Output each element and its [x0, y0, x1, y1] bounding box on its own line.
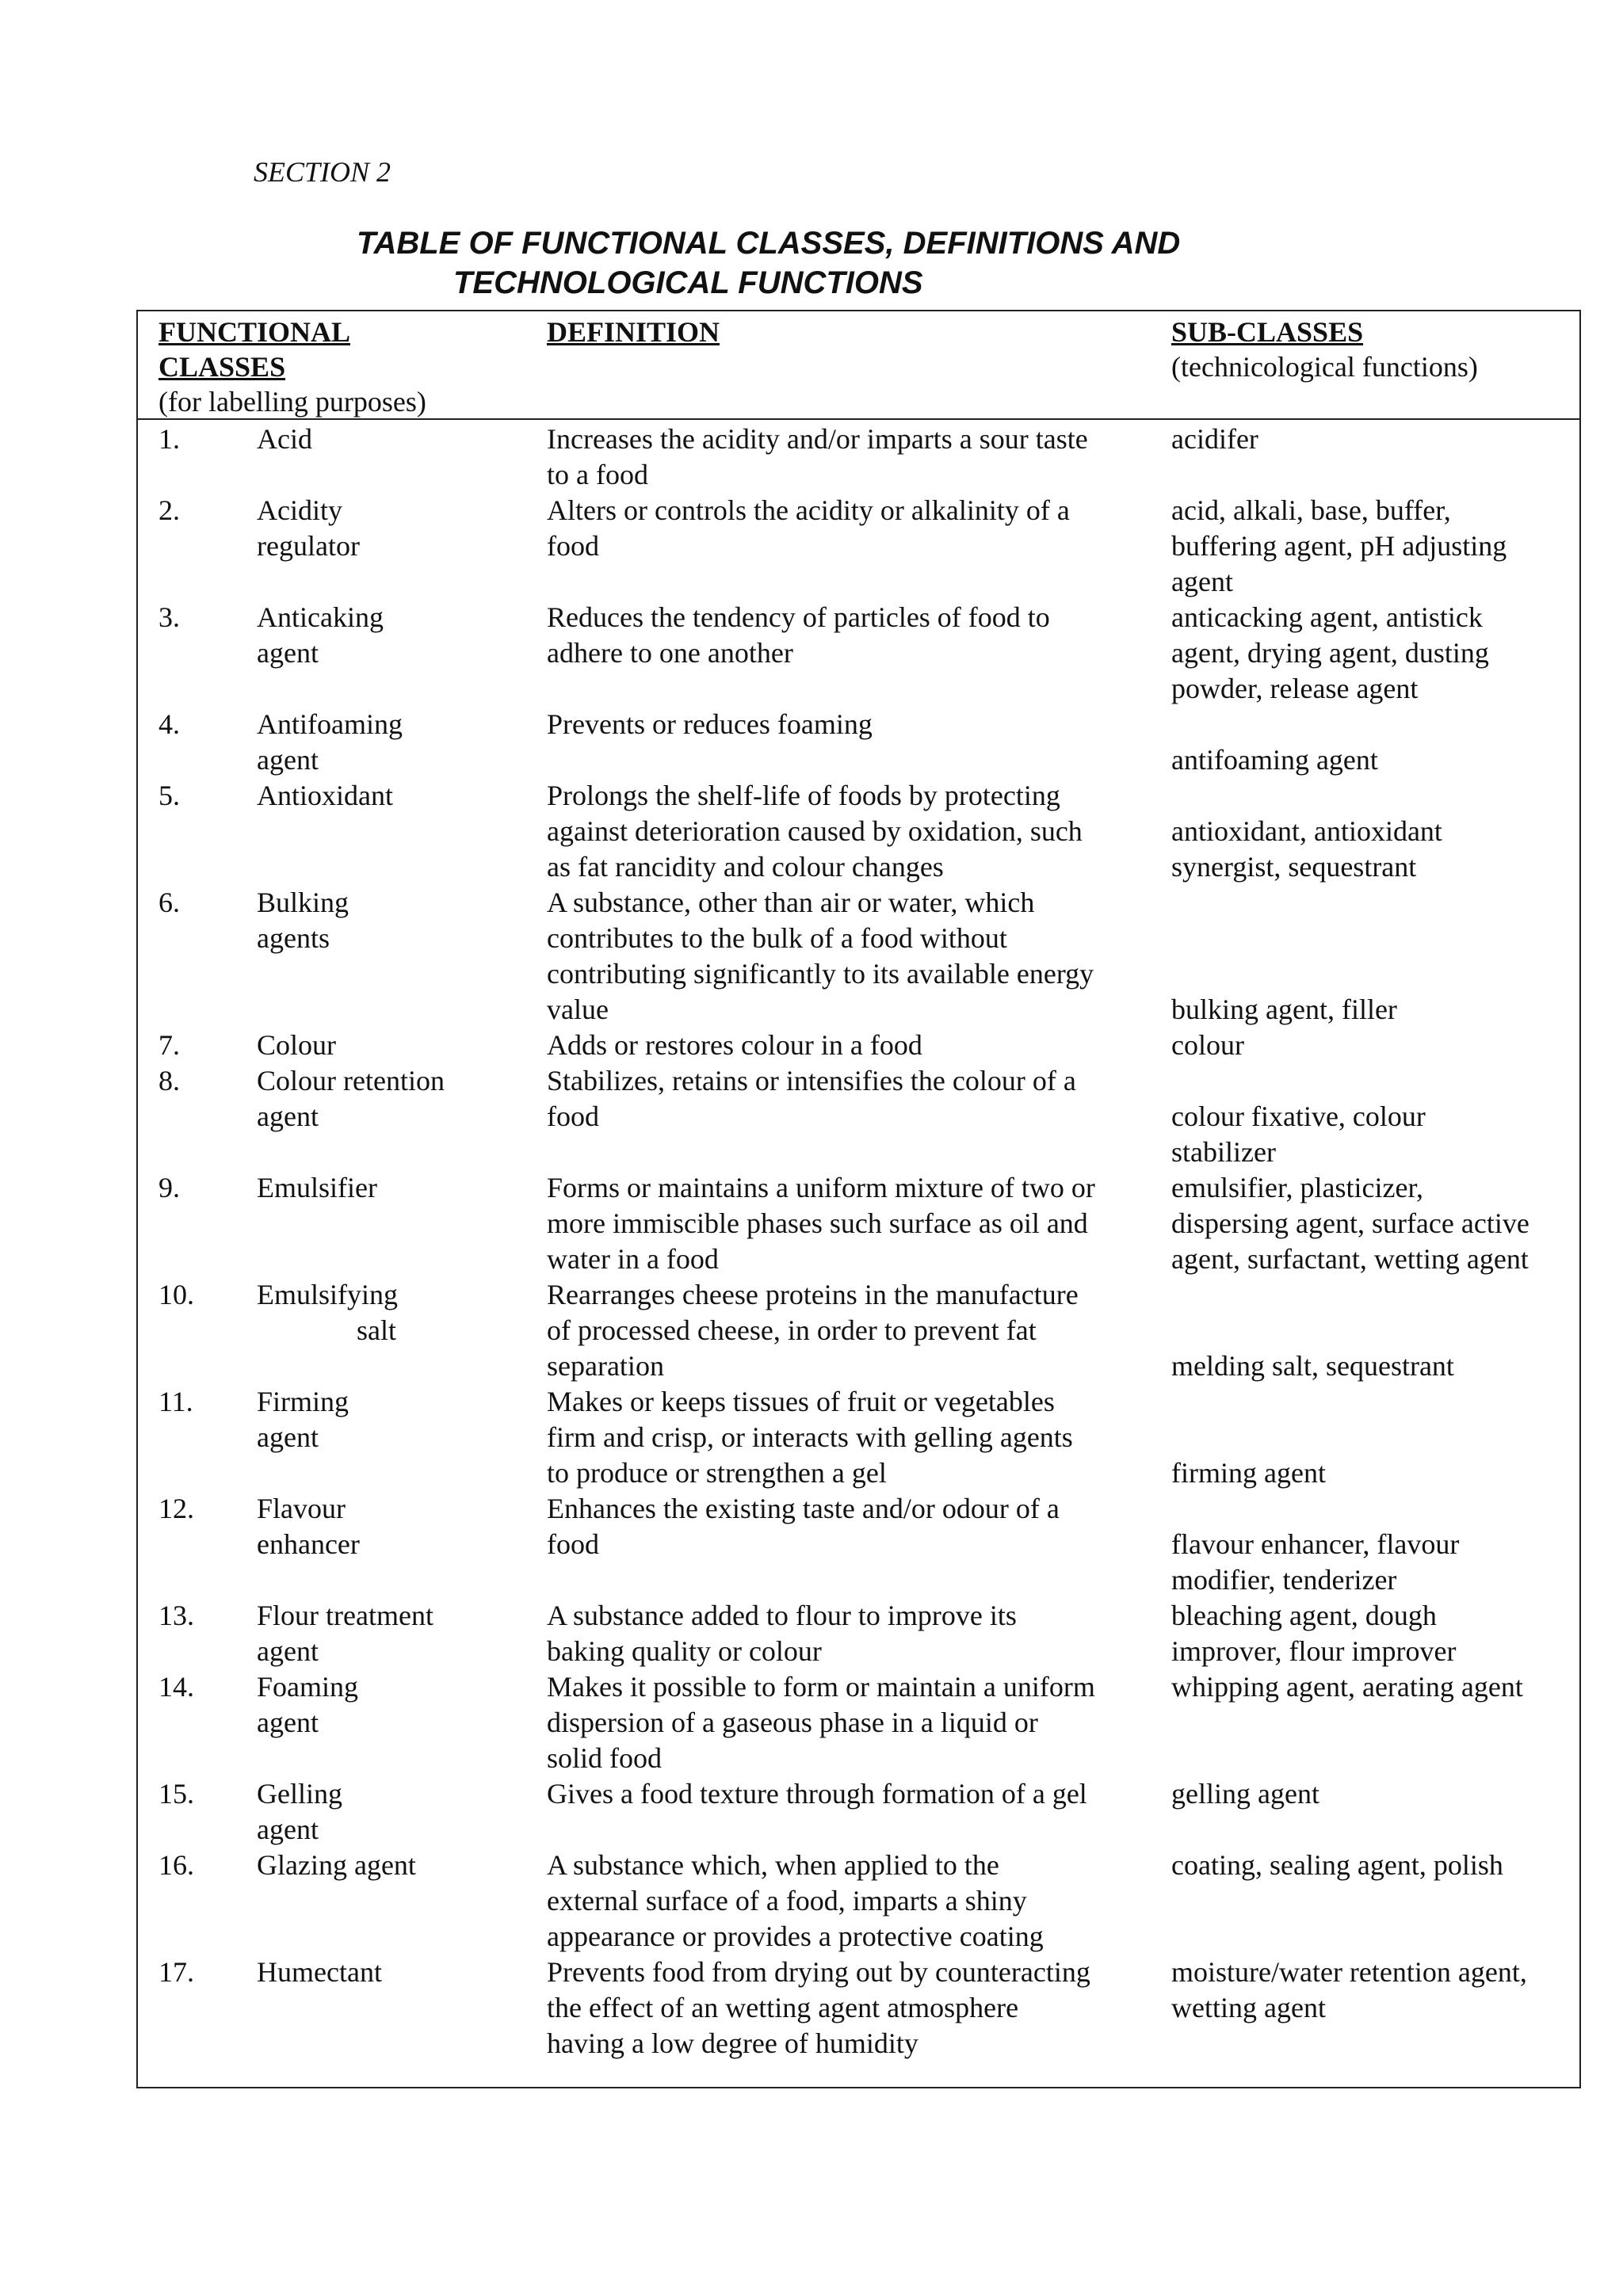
sub-classes-line: acid, alkali, base, buffer,: [1171, 494, 1451, 526]
section-label: SECTION 2: [254, 156, 391, 188]
row-number: 1.: [158, 423, 180, 455]
page-title-line-1: TABLE OF FUNCTIONAL CLASSES, DEFINITIONS AND: [357, 226, 1181, 261]
sub-classes-line: [1171, 1063, 1575, 1099]
header-col1-line2: CLASSES: [158, 351, 286, 383]
sub-classes-cell: [1171, 885, 1575, 1028]
sub-classes-line: [1171, 956, 1575, 992]
definition-line: Gives a food texture through formation of a gel: [547, 1778, 1087, 1810]
sub-classes-line: powder, release agent: [1171, 673, 1419, 704]
row-number: 17.: [158, 1956, 194, 1988]
definition-line: external surface of a food, imparts a shiny: [547, 1885, 1027, 1917]
definition-line: of processed cheese, in order to prevent fat: [547, 1314, 1037, 1346]
definition-cell: [547, 1848, 1149, 1955]
functional-class-cell: [257, 493, 518, 564]
sub-classes-line: [1171, 1491, 1575, 1527]
row-number: 2.: [158, 494, 180, 526]
definition-line: as fat rancidity and colour changes: [547, 851, 944, 883]
row-number: 8.: [158, 1065, 180, 1097]
row-number: 7.: [158, 1029, 180, 1061]
definition-line: appearance or provides a protective coating: [547, 1920, 1044, 1952]
row-number: 9.: [158, 1172, 180, 1203]
definition-line: value: [547, 994, 609, 1025]
functional-class-line: agent: [257, 1635, 319, 1667]
definition-line: contributing significantly to its available energy: [547, 958, 1094, 990]
sub-classes-cell: [1171, 1491, 1575, 1598]
functional-class-line: Colour retention: [257, 1065, 445, 1097]
definition-line: Rearranges cheese proteins in the manufacture: [547, 1279, 1079, 1310]
definition-line: separation: [547, 1350, 664, 1382]
definition-line: Increases the acidity and/or imparts a sour taste: [547, 423, 1088, 455]
definition-line: Forms or maintains a uniform mixture of two or: [547, 1172, 1095, 1203]
functional-class-cell: [257, 1063, 518, 1135]
row-number: 12.: [158, 1493, 194, 1524]
definition-line: Prevents food from drying out by counteracting: [547, 1956, 1090, 1988]
definition-line: firm and crisp, or interacts with gelling agents: [547, 1421, 1073, 1453]
functional-class-line: agent: [257, 1814, 319, 1845]
definition-line: to produce or strengthen a gel: [547, 1457, 887, 1489]
sub-classes-cell: [1171, 1170, 1575, 1277]
functional-class-line: agent: [257, 744, 319, 776]
sub-classes-line: colour: [1171, 1029, 1244, 1061]
row-number: 5.: [158, 780, 180, 811]
definition-cell: [547, 1170, 1149, 1277]
functional-class-line: enhancer: [257, 1528, 360, 1560]
functional-class-cell: [257, 1598, 518, 1669]
sub-classes-line: [1171, 1384, 1575, 1420]
definition-line: water in a food: [547, 1243, 719, 1275]
sub-classes-line: [1171, 1277, 1575, 1313]
sub-classes-line: stabilizer: [1171, 1136, 1276, 1168]
sub-classes-line: buffering agent, pH adjusting: [1171, 530, 1507, 562]
functional-class-line: Antioxidant: [257, 780, 393, 811]
definition-line: more immiscible phases such surface as oil and: [547, 1207, 1088, 1239]
sub-classes-line: antioxidant, antioxidant: [1171, 815, 1442, 847]
functional-class-line: Humectant: [257, 1956, 382, 1988]
definition-line: Adds or restores colour in a food: [547, 1029, 922, 1061]
sub-classes-cell: [1171, 1955, 1575, 2026]
sub-classes-line: whipping agent, aerating agent: [1171, 1671, 1523, 1703]
sub-classes-cell: [1171, 1848, 1575, 1883]
definition-cell: [547, 493, 1149, 564]
sub-classes-line: modifier, tenderizer: [1171, 1564, 1397, 1596]
sub-classes-line: firming agent: [1171, 1457, 1326, 1489]
definition-line: Enhances the existing taste and/or odour of a: [547, 1493, 1060, 1524]
row-number: 13.: [158, 1600, 194, 1631]
definition-line: Makes or keeps tissues of fruit or vegetables: [547, 1386, 1055, 1417]
row-number: 4.: [158, 708, 180, 740]
sub-classes-cell: [1171, 778, 1575, 885]
functional-class-cell: [257, 1955, 518, 1990]
functional-class-cell: [257, 600, 518, 671]
sub-classes-line: [1171, 885, 1575, 921]
definition-line: Reduces the tendency of particles of food to: [547, 601, 1050, 633]
sub-classes-line: agent, drying agent, dusting: [1171, 637, 1489, 669]
definition-cell: [547, 1776, 1149, 1812]
functional-class-line: agent: [257, 637, 319, 669]
functional-class-line: agent: [257, 1707, 319, 1738]
sub-classes-cell: [1171, 493, 1575, 600]
sub-classes-line: colour fixative, colour: [1171, 1100, 1426, 1132]
sub-classes-line: improver, flour improver: [1171, 1635, 1457, 1667]
row-number: 3.: [158, 601, 180, 633]
functional-class-line: regulator: [257, 530, 360, 562]
header-sub-classes: [1171, 315, 1478, 384]
definition-line: baking quality or colour: [547, 1635, 822, 1667]
sub-classes-line: [1171, 778, 1575, 814]
definition-line: to a food: [547, 459, 648, 490]
functional-classes-table: [136, 310, 1581, 2088]
functional-class-cell: [257, 1384, 518, 1455]
row-number: 14.: [158, 1671, 194, 1703]
row-number: 15.: [158, 1778, 194, 1810]
definition-line: adhere to one another: [547, 637, 793, 669]
row-number: 16.: [158, 1849, 194, 1881]
definition-line: Stabilizes, retains or intensifies the colour of a: [547, 1065, 1076, 1097]
sub-classes-line: [1171, 707, 1575, 742]
functional-class-cell: [257, 1776, 518, 1848]
functional-class-cell: [257, 1277, 518, 1348]
functional-class-cell: [257, 778, 518, 814]
sub-classes-cell: [1171, 1669, 1575, 1705]
definition-line: food: [547, 530, 599, 562]
header-definition: [547, 315, 720, 349]
sub-classes-line: [1171, 921, 1575, 956]
sub-classes-line: [1171, 1313, 1575, 1348]
sub-classes-line: dispersing agent, surface active: [1171, 1207, 1529, 1239]
functional-class-line: Glazing agent: [257, 1849, 416, 1881]
definition-cell: [547, 1277, 1149, 1384]
functional-class-cell: [257, 1028, 518, 1063]
functional-class-line: Anticaking: [257, 601, 384, 633]
definition-line: Prevents or reduces foaming: [547, 708, 873, 740]
functional-class-line: agent: [257, 1421, 319, 1453]
definition-line: Alters or controls the acidity or alkalinity of a: [547, 494, 1070, 526]
definition-cell: [547, 707, 1149, 742]
header-col1-line1: FUNCTIONAL: [158, 316, 351, 348]
definition-cell: [547, 1028, 1149, 1063]
sub-classes-line: bleaching agent, dough: [1171, 1600, 1437, 1631]
sub-classes-line: moisture/water retention agent,: [1171, 1956, 1527, 1988]
header-col3-note: (technicological functions): [1171, 351, 1478, 383]
functional-class-cell: [257, 1669, 518, 1741]
sub-classes-line: anticacking agent, antistick: [1171, 601, 1483, 633]
sub-classes-line: gelling agent: [1171, 1778, 1319, 1810]
functional-class-line: Foaming: [257, 1671, 359, 1703]
row-number: 6.: [158, 887, 180, 918]
definition-line: food: [547, 1528, 599, 1560]
sub-classes-cell: [1171, 1028, 1575, 1063]
functional-class-cell: [257, 707, 518, 778]
table-header: [138, 311, 1579, 420]
sub-classes-cell: [1171, 600, 1575, 707]
definition-cell: [547, 1063, 1149, 1135]
definition-line: solid food: [547, 1742, 663, 1774]
functional-class-line: Colour: [257, 1029, 337, 1061]
functional-class-line: Emulsifying: [257, 1279, 398, 1310]
functional-class-line: Gelling: [257, 1778, 342, 1810]
definition-line: against deterioration caused by oxidation, such: [547, 815, 1083, 847]
functional-class-line: salt: [357, 1314, 396, 1346]
functional-class-line: Flour treatment: [257, 1600, 433, 1631]
sub-classes-line: wetting agent: [1171, 1992, 1326, 2023]
definition-cell: [547, 885, 1149, 1028]
sub-classes-line: agent: [1171, 566, 1233, 597]
functional-class-line: Acidity: [257, 494, 342, 526]
functional-class-line: Flavour: [257, 1493, 346, 1524]
header-col3: SUB-CLASSES: [1171, 316, 1364, 348]
functional-class-line: Firming: [257, 1386, 349, 1417]
sub-classes-cell: [1171, 1776, 1575, 1812]
row-number: 11.: [158, 1386, 193, 1417]
sub-classes-line: antifoaming agent: [1171, 744, 1378, 776]
functional-class-cell: [257, 1491, 518, 1562]
sub-classes-cell: [1171, 1277, 1575, 1384]
definition-line: contributes to the bulk of a food without: [547, 922, 1007, 954]
functional-class-line: agents: [257, 922, 330, 954]
sub-classes-line: flavour enhancer, flavour: [1171, 1528, 1460, 1560]
definition-cell: [547, 1955, 1149, 2061]
sub-classes-cell: [1171, 707, 1575, 778]
functional-class-line: agent: [257, 1100, 319, 1132]
functional-class-line: Bulking: [257, 887, 349, 918]
sub-classes-line: [1171, 1420, 1575, 1455]
functional-class-line: Emulsifier: [257, 1172, 377, 1203]
sub-classes-cell: [1171, 1598, 1575, 1669]
definition-line: the effect of an wetting agent atmosphere: [547, 1992, 1019, 2023]
sub-classes-cell: [1171, 421, 1575, 457]
sub-classes-line: agent, surfactant, wetting agent: [1171, 1243, 1529, 1275]
sub-classes-line: synergist, sequestrant: [1171, 851, 1417, 883]
definition-line: Makes it possible to form or maintain a uniform: [547, 1671, 1095, 1703]
definition-cell: [547, 1669, 1149, 1776]
sub-classes-line: acidifer: [1171, 423, 1258, 455]
functional-class-cell: [257, 1170, 518, 1206]
functional-class-line: Antifoaming: [257, 708, 403, 740]
definition-cell: [547, 1598, 1149, 1669]
functional-class-line: Acid: [257, 423, 312, 455]
header-col2: DEFINITION: [547, 316, 720, 348]
sub-classes-line: melding salt, sequestrant: [1171, 1350, 1454, 1382]
definition-line: dispersion of a gaseous phase in a liquid or: [547, 1707, 1038, 1738]
functional-class-cell: [257, 421, 518, 457]
definition-line: A substance which, when applied to the: [547, 1849, 999, 1881]
definition-line: A substance added to flour to improve its: [547, 1600, 1017, 1631]
definition-line: having a low degree of humidity: [547, 2027, 918, 2059]
functional-class-cell: [257, 885, 518, 956]
header-functional-classes: [158, 315, 426, 419]
definition-cell: [547, 1384, 1149, 1491]
header-col1-note: (for labelling purposes): [158, 386, 426, 418]
sub-classes-cell: [1171, 1063, 1575, 1170]
sub-classes-line: emulsifier, plasticizer,: [1171, 1172, 1423, 1203]
definition-cell: [547, 600, 1149, 671]
sub-classes-line: bulking agent, filler: [1171, 994, 1397, 1025]
definition-line: Prolongs the shelf-life of foods by protecting: [547, 780, 1060, 811]
definition-line: food: [547, 1100, 599, 1132]
functional-class-cell: [257, 1848, 518, 1883]
sub-classes-cell: [1171, 1384, 1575, 1491]
definition-line: A substance, other than air or water, which: [547, 887, 1035, 918]
row-number: 10.: [158, 1279, 194, 1310]
sub-classes-line: coating, sealing agent, polish: [1171, 1849, 1503, 1881]
page-title-line-2: TECHNOLOGICAL FUNCTIONS: [453, 265, 923, 300]
definition-cell: [547, 421, 1149, 493]
definition-cell: [547, 778, 1149, 885]
definition-cell: [547, 1491, 1149, 1562]
